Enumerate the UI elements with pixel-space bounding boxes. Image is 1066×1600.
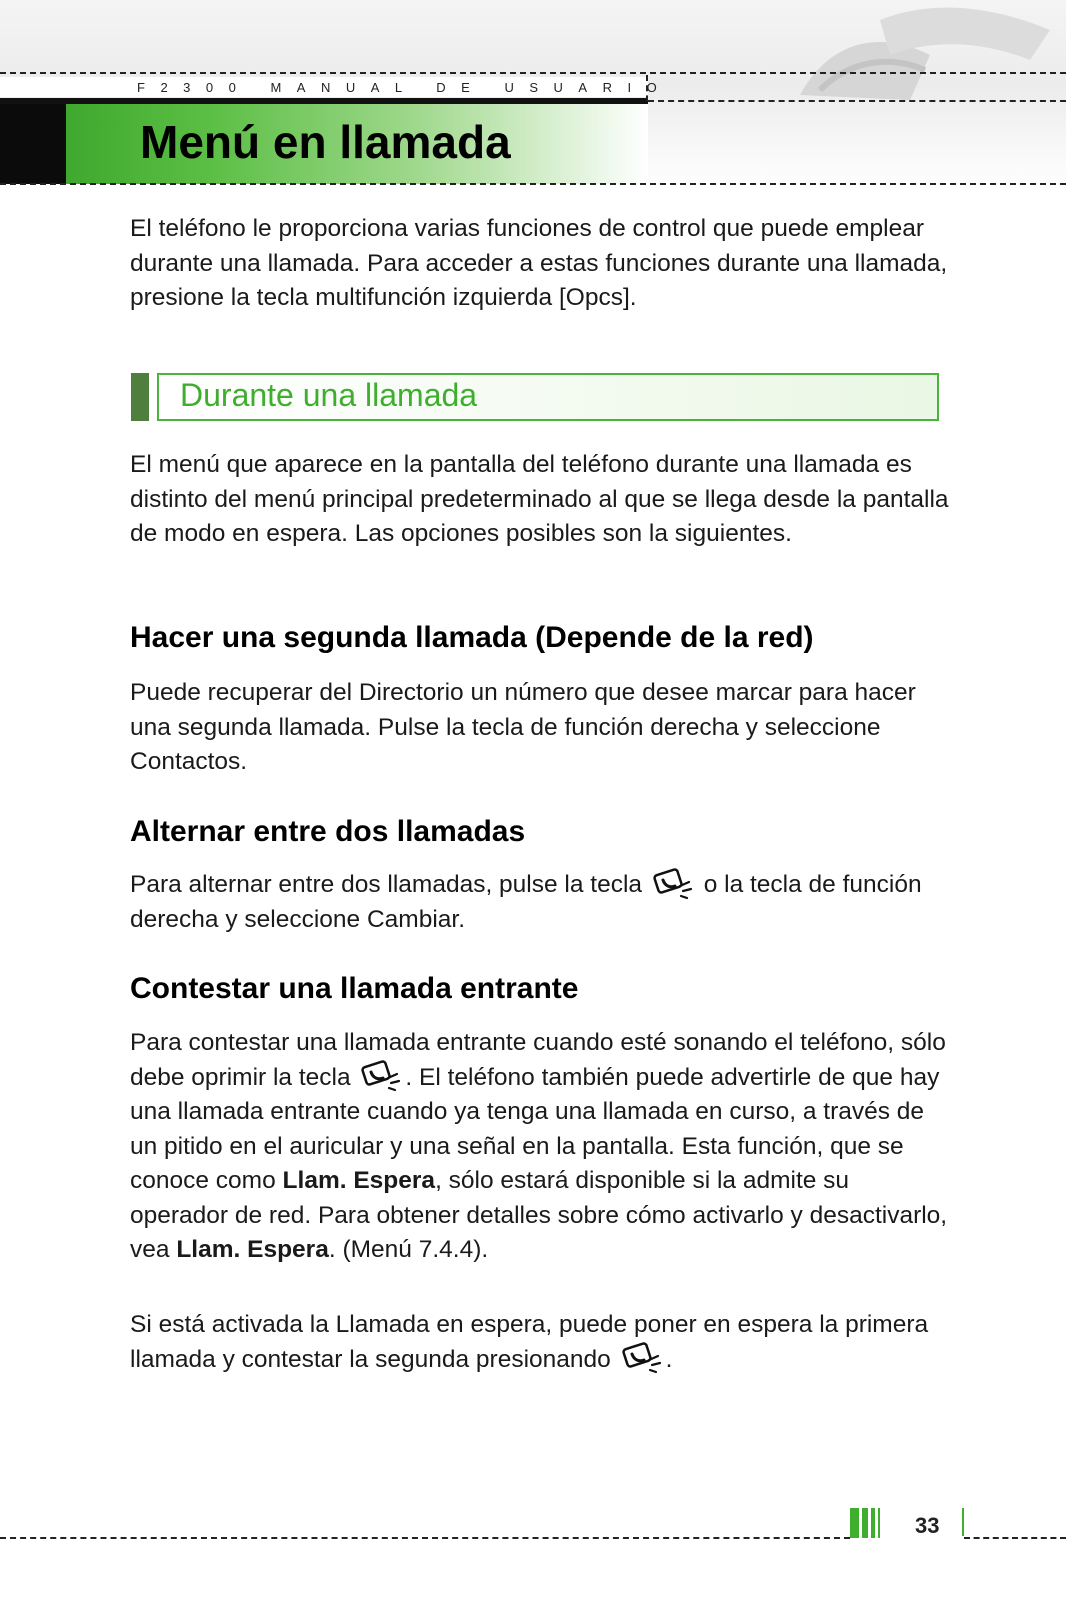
swap-heading: Alternar entre dos llamadas bbox=[130, 815, 526, 848]
intro-paragraph: El teléfono le proporciona varias funciones de control que puede emplear durante una llamada. Para acceder a estas funciones durante una llamada, presione la tecla multifunción izquierda [Opcs]. bbox=[130, 215, 948, 311]
header-bottom-dashed-rule bbox=[0, 183, 1066, 185]
section-title: Durante una llamada bbox=[180, 377, 478, 413]
second-call-heading: Hacer una segunda llamada (Depende de la red) bbox=[130, 621, 814, 654]
answer-p1-end: . (Menú 7.4.4). bbox=[328, 1236, 489, 1263]
send-key-icon bbox=[653, 868, 693, 900]
title-black-block bbox=[0, 104, 66, 184]
answer-paragraph-1 bbox=[130, 1026, 950, 1268]
footer-corner-mark bbox=[962, 1508, 964, 1536]
llam-espera-term: Llam. Espera bbox=[282, 1167, 436, 1194]
llam-espera-reference: Llam. Espera bbox=[176, 1236, 329, 1263]
section-marker-bar bbox=[131, 373, 149, 421]
answer-heading: Contestar una llamada entrante bbox=[130, 972, 579, 1005]
send-key-icon bbox=[361, 1060, 401, 1092]
header-top-dashed-rule bbox=[0, 72, 1066, 74]
answer-p1-before: Para contestar una llamada entrante cuando esté sonando el teléfono, sólo debe oprimir la tecla bbox=[130, 1029, 946, 1091]
answer-p2-end: . bbox=[665, 1345, 673, 1373]
footer-bars-icon bbox=[850, 1508, 890, 1538]
second-call-paragraph: Puede recuperar del Directorio un número que desee marcar para hacer una segunda llamada. Pulse la tecla de función derecha y seleccione Contactos. bbox=[130, 679, 916, 775]
answer-p1-mid: , sólo estará disponible si la admite su operador de red. Para obtener detalles sobre cómo activarlo y desactivarlo, vea bbox=[130, 1167, 948, 1263]
manual-label: F2300 MANUAL DE USUARIO bbox=[137, 80, 673, 95]
section-paragraph: El menú que aparece en la pantalla del teléfono durante una llamada es distinto del menú principal predeterminado al que se llega desde la pantalla de modo en espera. Las opciones posibles son la siguientes. bbox=[130, 451, 949, 547]
phone-decoration-icon bbox=[760, 0, 1066, 120]
swap-text-before: Para alternar entre dos llamadas, pulse la tecla bbox=[130, 871, 643, 898]
page-title: Menú en llamada bbox=[140, 116, 511, 168]
answer-paragraph-2 bbox=[130, 1308, 950, 1377]
footer-left-dashed-rule bbox=[0, 1537, 850, 1539]
answer-p1-after: . El teléfono también puede advertirle de que hay una llamada entrante cuando ya tenga una llamada en curso, a través de un pitido en el auricular y una señal en la pantalla. Esta función, que se conoce como bbox=[130, 1063, 940, 1194]
swap-paragraph bbox=[130, 868, 950, 937]
footer-right-dashed-rule bbox=[964, 1537, 1066, 1539]
answer-p2-before: Si está activada la Llamada en espera, puede poner en espera la primera llamada y contestar la segunda presionando bbox=[130, 1311, 929, 1373]
send-key-icon bbox=[622, 1342, 662, 1374]
swap-text-after: o la tecla de función derecha y seleccione Cambiar. bbox=[130, 871, 922, 933]
header-right-dashed-rule bbox=[648, 100, 1066, 102]
page-number: 33 bbox=[915, 1513, 940, 1538]
